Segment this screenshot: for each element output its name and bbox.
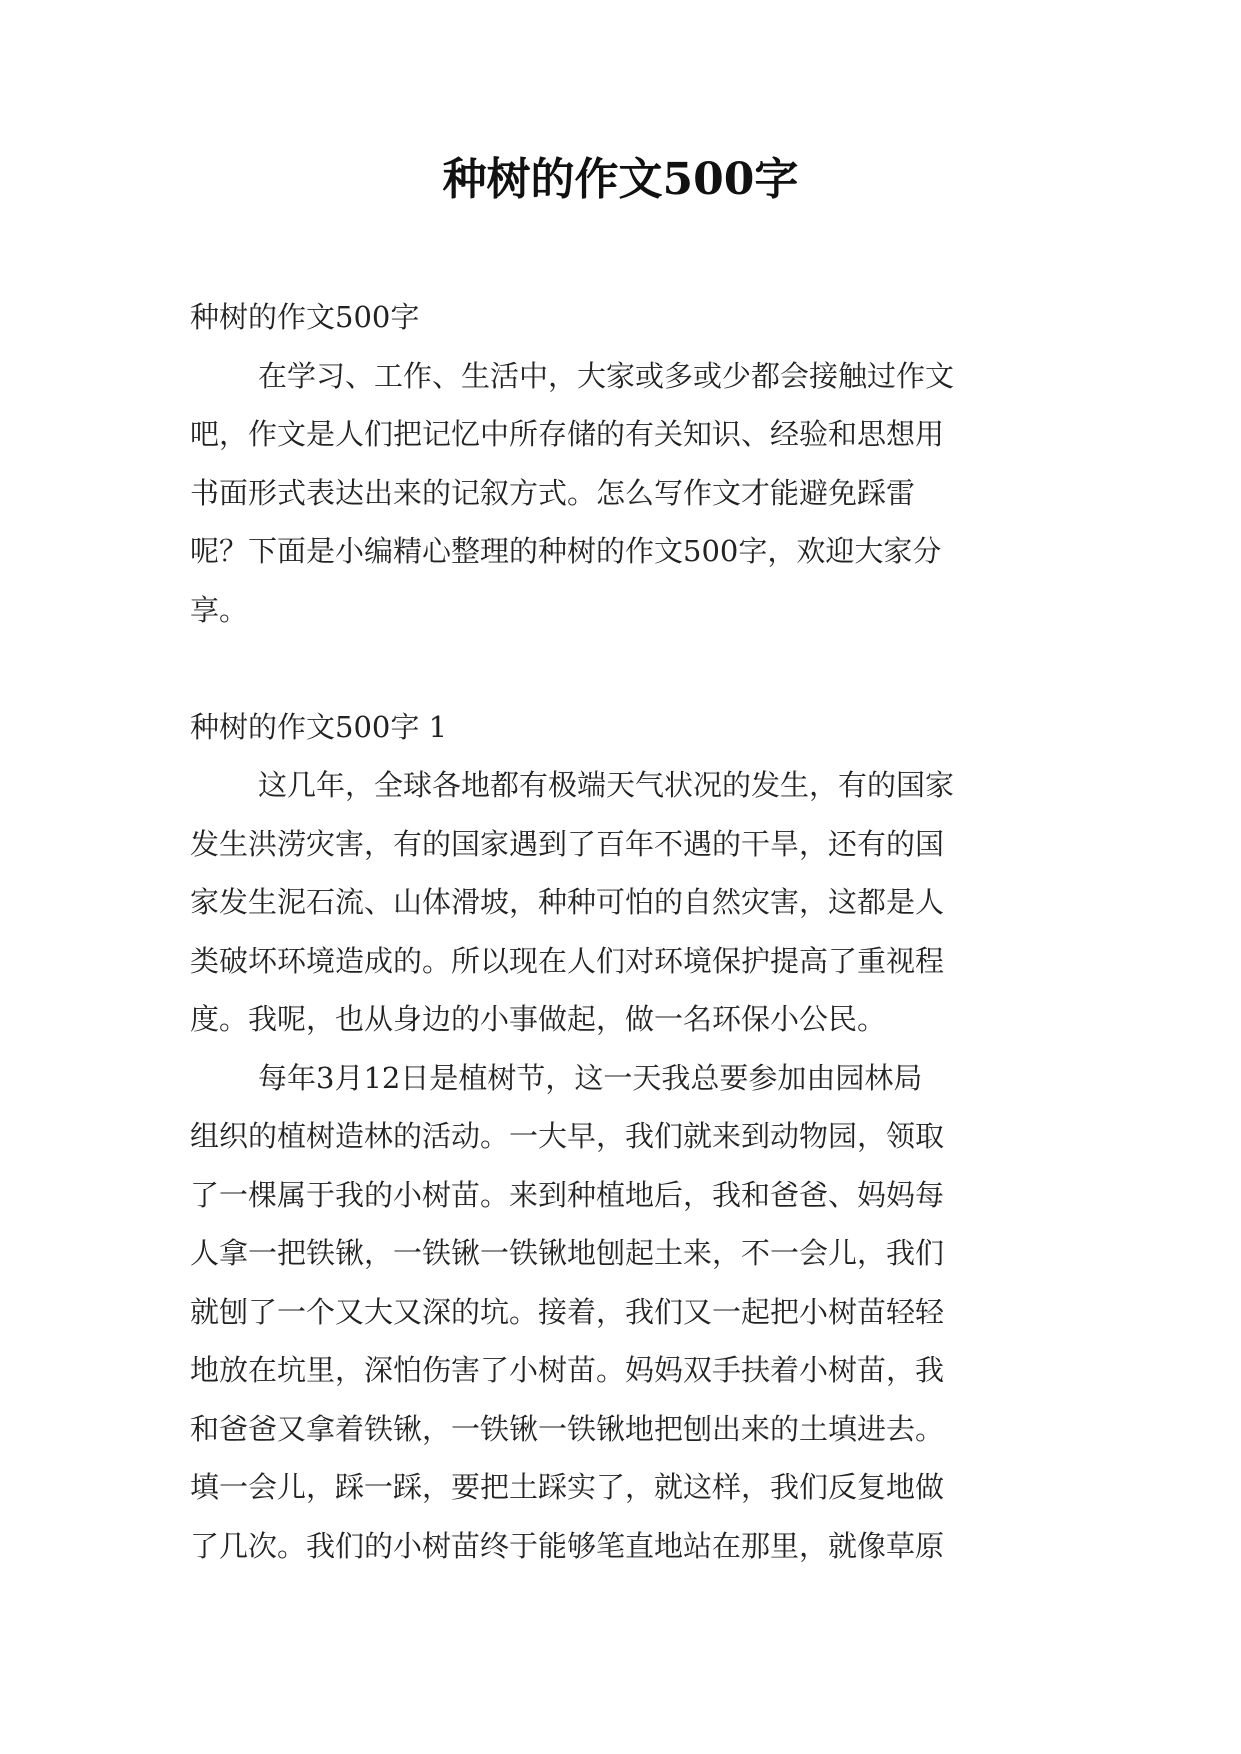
paragraph [190,347,1090,640]
paragraph-line: 和爸爸又拿着铁锹，一铁锹一铁锹地把刨出来的土填进去。 [190,1411,945,1446]
paragraph-line: 地放在坑里，深怕伤害了小树苗。妈妈双手扶着小树苗，我 [190,1353,945,1387]
paragraph-line: 度。我呢，也从身边的小事做起，做一名环保小公民。 [190,1002,887,1036]
section-spacer [190,639,1090,698]
paragraph [190,1049,1090,1576]
paragraph-line: 就刨了一个又大又深的坑。接着，我们又一起把小树苗轻轻 [190,1294,945,1329]
paragraph-line: 了几次。我们的小树苗终于能够笔直地站在那里，就像草原 [190,1528,945,1563]
paragraph-line: 填一会儿，踩一踩，要把土踩实了，就这样，我们反复地做 [190,1470,945,1504]
paragraph [190,756,1090,1049]
paragraph-line: 家发生泥石流、山体滑坡，种种可怕的自然灾害，这都是人 [190,885,945,919]
paragraph-line: 在学习、工作、生活中，大家或多或少都会接触过作文 [258,358,955,393]
paragraph-line: 书面形式表达出来的记叙方式。怎么写作文才能避免踩雷 [190,475,916,510]
paragraph-line: 组织的植树造林的活动。一大早，我们就来到动物园，领取 [190,1119,945,1153]
document-title: 种树的作文500字 [442,154,799,205]
paragraph-line: 了一棵属于我的小树苗。来到种植地后，我和爸爸、妈妈每 [190,1177,945,1212]
document-body [190,288,1090,1575]
paragraph-line: 每年3月12日是植树节，这一天我总要参加由园林局 [258,1060,923,1095]
paragraph-line: 享。 [190,592,249,627]
section-heading: 种树的作文500字 [190,300,420,334]
paragraph-line: 吧，作文是人们把记忆中所存储的有关知识、经验和思想用 [190,417,945,451]
section-heading: 种树的作文500字 1 [190,709,448,744]
paragraph-line: 人拿一把铁锹，一铁锹一铁锹地刨起土来，不一会儿，我们 [190,1236,945,1270]
paragraph-line: 呢？下面是小编精心整理的种树的作文500字，欢迎大家分 [190,534,942,568]
paragraph-line: 这几年，全球各地都有极端天气状况的发生，有的国家 [258,768,955,802]
paragraph-line: 类破坏环境造成的。所以现在人们对环境保护提高了重视程 [190,943,945,978]
paragraph-line: 发生洪涝灾害，有的国家遇到了百年不遇的干旱，还有的国 [190,826,945,861]
